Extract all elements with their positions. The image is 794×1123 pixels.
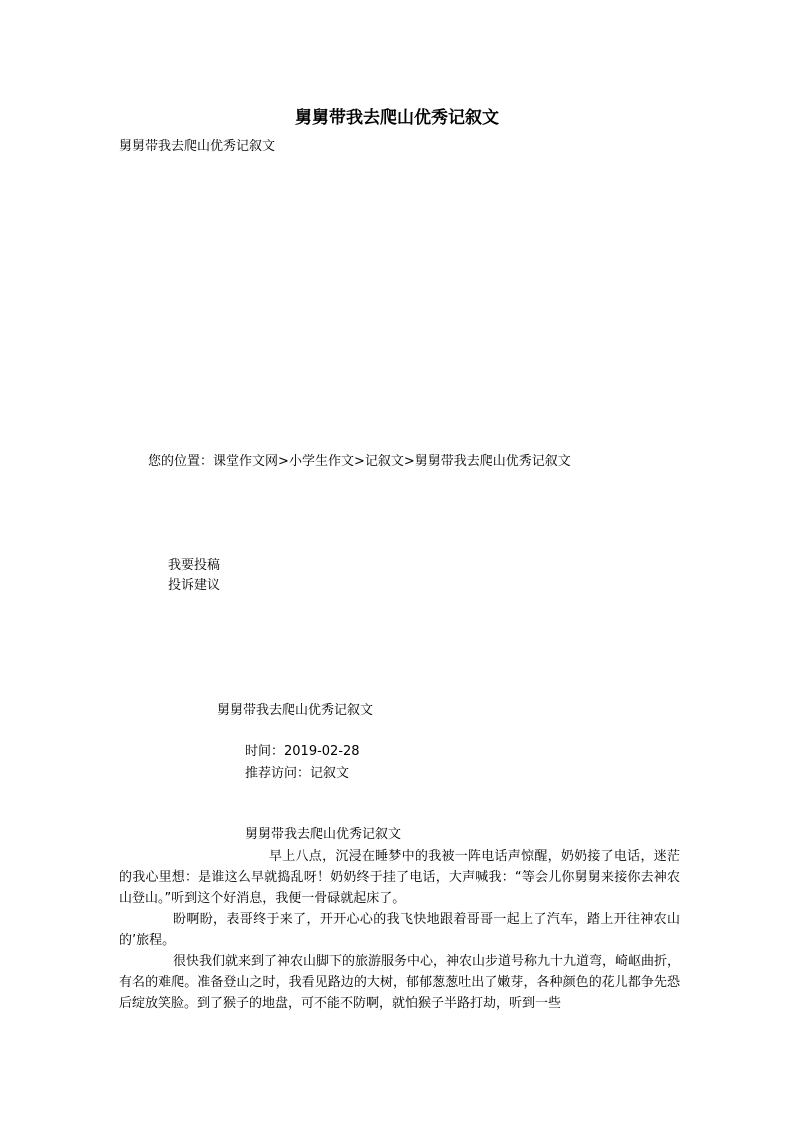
article-time: 时间：2019-02-28 bbox=[245, 744, 360, 759]
breadcrumb-category-link[interactable]: 小学生作文 bbox=[288, 454, 354, 469]
article-heading: 舅舅带我去爬山优秀记叙文 bbox=[217, 703, 374, 718]
breadcrumb bbox=[148, 452, 571, 472]
article-paragraph: 很快我们就来到了神农山脚下的旅游服务中心，神农山步道号称九十九道弯，崎岖曲折，有名的难爬。准备登山之时，我看见路边的大树，郁郁葱葱吐出了嫩芽，各种颜色的花儿都争先恐后绽放笑脸。到了猴子的地盘，可不能不防啊，就怕猴子半路打劫，听到一些 bbox=[119, 954, 681, 1011]
article-paragraph: 盼啊盼，表哥终于来了，开开心心的我飞快地跟着哥哥一起上了汽车，踏上开往神农山的’旅程。 bbox=[119, 912, 680, 948]
breadcrumb-separator: > bbox=[278, 454, 289, 469]
complaint-link[interactable]: 投诉建议 bbox=[168, 578, 221, 593]
article-body-title: 舅舅带我去爬山优秀记叙文 bbox=[245, 827, 402, 842]
breadcrumb-current: 舅舅带我去爬山优秀记叙文 bbox=[414, 454, 571, 469]
submit-article-link[interactable]: 我要投稿 bbox=[168, 558, 221, 573]
document-title: 舅舅带我去爬山优秀记叙文 bbox=[295, 108, 499, 128]
breadcrumb-separator: > bbox=[353, 454, 365, 469]
article-paragraph: 早上八点，沉浸在睡梦中的我被一阵电话声惊醒，奶奶接了电话，迷茫的我心里想：是谁这么早就捣乱呀！奶奶终于挂了电话，大声喊我：“等会儿你舅舅来接你去神农山登山。”听到这个好消息，我便一骨碌就起床了。 bbox=[119, 849, 680, 906]
breadcrumb-home-link[interactable]: 课堂作文网 bbox=[213, 454, 279, 469]
breadcrumb-separator: > bbox=[403, 454, 415, 469]
breadcrumb-label: 您的位置： bbox=[148, 454, 214, 469]
document-subtitle: 舅舅带我去爬山优秀记叙文 bbox=[119, 139, 276, 154]
article-recommend: 推荐访问：记叙文 bbox=[245, 766, 350, 781]
breadcrumb-subcategory-link[interactable]: 记叙文 bbox=[364, 454, 404, 469]
